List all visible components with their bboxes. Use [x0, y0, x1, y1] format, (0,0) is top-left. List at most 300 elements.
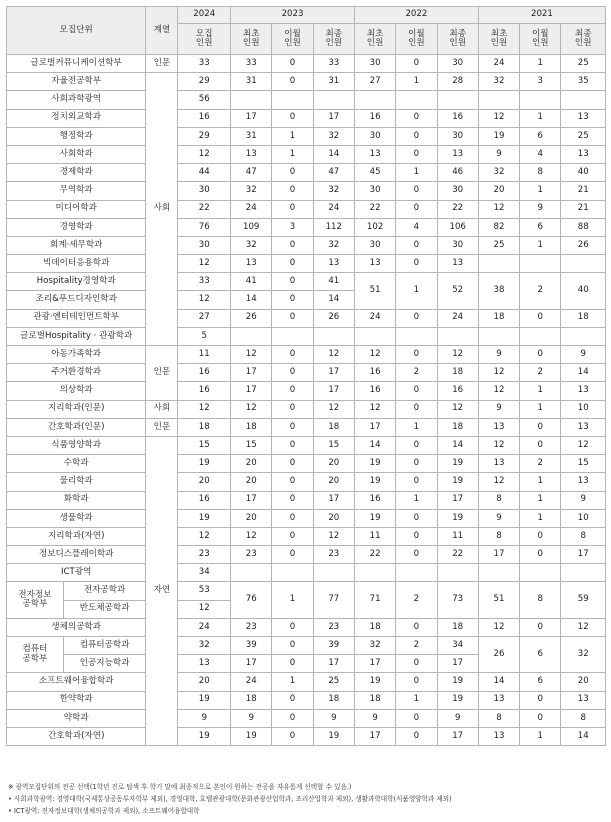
table-row [7, 582, 606, 600]
transfer-2022 [396, 91, 437, 109]
quota-2024: 12 [178, 291, 231, 309]
unit-name: 화학과 [7, 491, 146, 509]
final-2023: 20 [313, 509, 354, 527]
transfer-2021: 1 [520, 382, 561, 400]
final-2023: 47 [313, 164, 354, 182]
initial-2022: 30 [354, 127, 395, 145]
unit-name: 지리학과(자연) [7, 527, 146, 545]
final-2023 [313, 91, 354, 109]
final-2022 [437, 91, 478, 109]
final-2023: 17 [313, 655, 354, 673]
final-2022: 19 [437, 673, 478, 691]
unit-name: 의상학과 [7, 382, 146, 400]
unit-name: 간호학과(자연) [7, 727, 146, 745]
transfer-2022: 0 [396, 255, 437, 273]
initial-2023: 31 [231, 127, 272, 145]
unit-name: 반도체공학과 [63, 600, 146, 618]
transfer-2022: 1 [396, 164, 437, 182]
initial-2022: 102 [354, 218, 395, 236]
quota-2024: 16 [178, 109, 231, 127]
header-final-2022: 최종 인원 [437, 24, 478, 55]
transfer-2021: 0 [520, 546, 561, 564]
transfer-2021: 6 [520, 127, 561, 145]
initial-2021: 12 [478, 200, 519, 218]
transfer-2023: 0 [272, 637, 313, 655]
initial-2023: 26 [231, 309, 272, 327]
unit-name: 지리학과(인문) [7, 400, 146, 418]
transfer-2021: 0 [520, 709, 561, 727]
transfer-2021: 2 [520, 364, 561, 382]
table-row [7, 73, 606, 91]
quota-2024: 24 [178, 618, 231, 636]
table-row [7, 309, 606, 327]
initial-2023: 32 [231, 236, 272, 254]
table-row [7, 346, 606, 364]
final-2023: 12 [313, 400, 354, 418]
initial-2023: 23 [231, 546, 272, 564]
header-transfer-2023: 이월 인원 [272, 24, 313, 55]
final-2021 [561, 255, 606, 273]
transfer-2022: 2 [396, 582, 437, 618]
initial-2021: 12 [478, 109, 519, 127]
header-year-2024: 2024 [178, 7, 231, 24]
quota-2024: 13 [178, 655, 231, 673]
header-initial-2022: 최초 인원 [354, 24, 395, 55]
initial-2021: 12 [478, 473, 519, 491]
final-2023: 26 [313, 309, 354, 327]
initial-2023: 14 [231, 291, 272, 309]
final-2023: 25 [313, 673, 354, 691]
header-track: 계열 [146, 7, 178, 55]
unit-name: 관광·엔터테인먼트학부 [7, 309, 146, 327]
final-2023: 20 [313, 473, 354, 491]
table-row [7, 637, 606, 655]
transfer-2023: 0 [272, 546, 313, 564]
transfer-2022: 1 [396, 73, 437, 91]
table-row [7, 709, 606, 727]
initial-2023: 17 [231, 382, 272, 400]
initial-2021: 9 [478, 509, 519, 527]
table-row [7, 327, 606, 345]
initial-2022: 19 [354, 455, 395, 473]
table-row [7, 527, 606, 545]
unit-name: 식품영양학과 [7, 436, 146, 454]
quota-2024: 19 [178, 509, 231, 527]
unit-name: 컴퓨터공학과 [63, 637, 146, 655]
initial-2023: 12 [231, 400, 272, 418]
table-row [7, 200, 606, 218]
transfer-2023: 0 [272, 491, 313, 509]
initial-2022: 24 [354, 309, 395, 327]
unit-name: 생물학과 [7, 509, 146, 527]
final-2021: 10 [561, 509, 606, 527]
final-2023: 32 [313, 236, 354, 254]
header-final-2021: 최종 인원 [561, 24, 606, 55]
unit-name: 전자공학과 [63, 582, 146, 600]
header-final-2023: 최종 인원 [313, 24, 354, 55]
initial-2023: 20 [231, 509, 272, 527]
quota-2024: 29 [178, 127, 231, 145]
final-2022: 24 [437, 309, 478, 327]
initial-2021: 82 [478, 218, 519, 236]
initial-2021: 13 [478, 691, 519, 709]
footnote-main: ※ 광역모집단위의 전공 선택(1학년 진로 탐색 후 학기 말에 최종적으로 본인이 원하는 전공을 자유롭게 선택할 수 있음.) [8, 783, 352, 791]
final-2022: 13 [437, 255, 478, 273]
final-2022: 22 [437, 546, 478, 564]
transfer-2022: 4 [396, 218, 437, 236]
quota-2024: 12 [178, 527, 231, 545]
final-2021 [561, 564, 606, 582]
quota-2024: 34 [178, 564, 231, 582]
transfer-2021: 0 [520, 309, 561, 327]
transfer-2021: 0 [520, 418, 561, 436]
initial-2023: 18 [231, 418, 272, 436]
transfer-2022: 0 [396, 400, 437, 418]
initial-2022: 22 [354, 546, 395, 564]
transfer-2021: 0 [520, 691, 561, 709]
transfer-2023: 0 [272, 346, 313, 364]
final-2021: 13 [561, 382, 606, 400]
final-2022: 16 [437, 109, 478, 127]
initial-2023: 23 [231, 618, 272, 636]
initial-2022: 16 [354, 364, 395, 382]
initial-2021: 12 [478, 618, 519, 636]
final-2021: 26 [561, 236, 606, 254]
initial-2023: 31 [231, 73, 272, 91]
initial-2021: 8 [478, 491, 519, 509]
quota-2024: 44 [178, 164, 231, 182]
final-2023: 14 [313, 291, 354, 309]
transfer-2021: 0 [520, 346, 561, 364]
transfer-2022: 0 [396, 655, 437, 673]
final-2021: 21 [561, 182, 606, 200]
transfer-2022: 0 [396, 709, 437, 727]
transfer-2023: 0 [272, 655, 313, 673]
quota-2024: 19 [178, 727, 231, 745]
quota-2024: 12 [178, 400, 231, 418]
initial-2022: 11 [354, 527, 395, 545]
header-initial-2021: 최초 인원 [478, 24, 519, 55]
transfer-2021: 2 [520, 273, 561, 309]
track: 인문 [146, 418, 178, 436]
quota-2024: 12 [178, 255, 231, 273]
initial-2021: 51 [478, 582, 519, 618]
transfer-2023: 0 [272, 382, 313, 400]
transfer-2022: 0 [396, 236, 437, 254]
transfer-2023: 0 [272, 73, 313, 91]
unit-name: 글로벌커뮤니케이션학부 [7, 55, 146, 73]
table-row [7, 145, 606, 163]
table-row [7, 491, 606, 509]
initial-2021: 20 [478, 182, 519, 200]
final-2022: 22 [437, 200, 478, 218]
header-transfer-2022: 이월 인원 [396, 24, 437, 55]
footnotes [8, 781, 606, 817]
transfer-2022: 0 [396, 55, 437, 73]
transfer-2022: 0 [396, 109, 437, 127]
quota-2024: 27 [178, 309, 231, 327]
final-2021: 14 [561, 364, 606, 382]
table-row [7, 91, 606, 109]
final-2023: 17 [313, 109, 354, 127]
final-2023: 24 [313, 200, 354, 218]
initial-2022: 9 [354, 709, 395, 727]
unit-name: 경제학과 [7, 164, 146, 182]
table-row [7, 164, 606, 182]
quota-2024: 23 [178, 546, 231, 564]
unit-name: 수학과 [7, 455, 146, 473]
initial-2021: 19 [478, 127, 519, 145]
unit-name: 미디어학과 [7, 200, 146, 218]
unit-name: 생체의공학과 [7, 618, 146, 636]
final-2022: 18 [437, 418, 478, 436]
final-2022: 18 [437, 364, 478, 382]
transfer-2023: 0 [272, 418, 313, 436]
final-2021: 21 [561, 200, 606, 218]
final-2023: 17 [313, 364, 354, 382]
initial-2023: 12 [231, 346, 272, 364]
final-2022: 30 [437, 55, 478, 73]
table-row [7, 182, 606, 200]
final-2022: 17 [437, 491, 478, 509]
initial-2021: 12 [478, 436, 519, 454]
quota-2024: 15 [178, 436, 231, 454]
quota-2024: 5 [178, 327, 231, 345]
transfer-2023 [272, 327, 313, 345]
transfer-2021 [520, 255, 561, 273]
unit-name: 인공지능학과 [63, 655, 146, 673]
transfer-2022: 0 [396, 546, 437, 564]
final-2021: 32 [561, 637, 606, 673]
header-year-2021: 2021 [478, 7, 605, 24]
transfer-2022: 0 [396, 436, 437, 454]
transfer-2021: 8 [520, 582, 561, 618]
initial-2023: 32 [231, 182, 272, 200]
unit-name: 회계·세무학과 [7, 236, 146, 254]
initial-2023 [231, 564, 272, 582]
transfer-2022: 1 [396, 491, 437, 509]
quota-2024: 16 [178, 364, 231, 382]
final-2022: 17 [437, 727, 478, 745]
initial-2021: 26 [478, 637, 519, 673]
transfer-2023: 0 [272, 182, 313, 200]
table-row [7, 109, 606, 127]
transfer-2021: 1 [520, 509, 561, 527]
admission-table-container [6, 6, 606, 746]
table-row [7, 127, 606, 145]
initial-2022: 27 [354, 73, 395, 91]
initial-2023: 76 [231, 582, 272, 618]
initial-2023: 109 [231, 218, 272, 236]
quota-2024: 9 [178, 709, 231, 727]
final-2022: 13 [437, 145, 478, 163]
final-2021: 13 [561, 691, 606, 709]
final-2022: 19 [437, 691, 478, 709]
initial-2021: 18 [478, 309, 519, 327]
initial-2022: 30 [354, 182, 395, 200]
transfer-2021: 1 [520, 727, 561, 745]
footnote-social-science: • 사회과학광역: 경영대학(국제통상공동투자학부 제외), 경영대학, 호텔관광대학(문화관광산업학과, 조리산업학과 제외), 생활과학대학(식품영양학과 제외) [8, 795, 452, 803]
final-2022: 12 [437, 400, 478, 418]
final-2023: 18 [313, 691, 354, 709]
final-2021: 18 [561, 309, 606, 327]
final-2022: 46 [437, 164, 478, 182]
final-2021: 9 [561, 346, 606, 364]
final-2022: 30 [437, 182, 478, 200]
quota-2024: 12 [178, 145, 231, 163]
final-2022: 19 [437, 455, 478, 473]
initial-2023: 15 [231, 436, 272, 454]
table-body [7, 55, 606, 746]
transfer-2021: 1 [520, 182, 561, 200]
quota-2024: 12 [178, 600, 231, 618]
quota-2024: 16 [178, 382, 231, 400]
initial-2023: 18 [231, 691, 272, 709]
unit-name: 정보디스플레이학과 [7, 546, 146, 564]
quota-2024: 16 [178, 491, 231, 509]
quota-2024: 20 [178, 673, 231, 691]
transfer-2023: 3 [272, 218, 313, 236]
final-2021: 20 [561, 673, 606, 691]
final-2022 [437, 327, 478, 345]
final-2021: 25 [561, 55, 606, 73]
unit-name: 정치외교학과 [7, 109, 146, 127]
initial-2023 [231, 327, 272, 345]
transfer-2023: 0 [272, 400, 313, 418]
initial-2021: 13 [478, 727, 519, 745]
final-2021: 88 [561, 218, 606, 236]
final-2021: 40 [561, 164, 606, 182]
final-2021: 15 [561, 455, 606, 473]
table-row [7, 364, 606, 382]
unit-name: 물리학과 [7, 473, 146, 491]
final-2021: 17 [561, 546, 606, 564]
initial-2022 [354, 564, 395, 582]
final-2021: 12 [561, 436, 606, 454]
quota-2024: 29 [178, 73, 231, 91]
transfer-2022: 0 [396, 346, 437, 364]
table-row [7, 727, 606, 745]
final-2022: 30 [437, 236, 478, 254]
final-2023: 77 [313, 582, 354, 618]
transfer-2022: 1 [396, 691, 437, 709]
final-2022: 18 [437, 618, 478, 636]
initial-2023: 13 [231, 255, 272, 273]
initial-2021: 38 [478, 273, 519, 309]
final-2021 [561, 327, 606, 345]
quota-2024: 20 [178, 473, 231, 491]
track: 자연 [146, 436, 178, 745]
transfer-2022: 0 [396, 473, 437, 491]
final-2021: 13 [561, 109, 606, 127]
transfer-2022: 0 [396, 618, 437, 636]
final-2023 [313, 327, 354, 345]
final-2023: 20 [313, 455, 354, 473]
transfer-2022: 0 [396, 673, 437, 691]
transfer-2021: 1 [520, 55, 561, 73]
unit-name: 아동가족학과 [7, 346, 146, 364]
transfer-2021: 8 [520, 164, 561, 182]
transfer-2021: 9 [520, 200, 561, 218]
transfer-2023: 0 [272, 473, 313, 491]
transfer-2021: 3 [520, 73, 561, 91]
initial-2022: 51 [354, 273, 395, 309]
transfer-2023: 0 [272, 309, 313, 327]
final-2023: 17 [313, 382, 354, 400]
initial-2023: 12 [231, 527, 272, 545]
final-2022: 19 [437, 473, 478, 491]
transfer-2022: 0 [396, 309, 437, 327]
unit-name: 약학과 [7, 709, 146, 727]
final-2023: 32 [313, 182, 354, 200]
initial-2022: 17 [354, 418, 395, 436]
initial-2023: 19 [231, 727, 272, 745]
initial-2021: 12 [478, 382, 519, 400]
table-row [7, 255, 606, 273]
transfer-2023: 1 [272, 582, 313, 618]
transfer-2021: 1 [520, 236, 561, 254]
transfer-2022 [396, 327, 437, 345]
admission-quota-table [6, 6, 606, 746]
initial-2022: 19 [354, 509, 395, 527]
initial-2021 [478, 327, 519, 345]
initial-2023: 13 [231, 145, 272, 163]
initial-2022 [354, 327, 395, 345]
final-2021: 35 [561, 73, 606, 91]
initial-2023: 17 [231, 109, 272, 127]
initial-2021: 13 [478, 455, 519, 473]
transfer-2023: 0 [272, 236, 313, 254]
transfer-2022: 0 [396, 727, 437, 745]
initial-2021: 13 [478, 418, 519, 436]
transfer-2021: 0 [520, 527, 561, 545]
transfer-2021: 1 [520, 473, 561, 491]
table-row [7, 55, 606, 73]
table-row [7, 546, 606, 564]
transfer-2022: 0 [396, 382, 437, 400]
transfer-2023: 0 [272, 691, 313, 709]
initial-2022: 30 [354, 55, 395, 73]
final-2022: 34 [437, 637, 478, 655]
initial-2022: 13 [354, 145, 395, 163]
quota-2024: 33 [178, 55, 231, 73]
final-2023: 31 [313, 73, 354, 91]
final-2021: 12 [561, 618, 606, 636]
initial-2021: 32 [478, 164, 519, 182]
final-2022: 16 [437, 382, 478, 400]
initial-2023: 33 [231, 55, 272, 73]
final-2021: 13 [561, 473, 606, 491]
initial-2023: 17 [231, 364, 272, 382]
initial-2021: 24 [478, 55, 519, 73]
initial-2023: 20 [231, 455, 272, 473]
quota-2024: 22 [178, 200, 231, 218]
final-2023: 33 [313, 55, 354, 73]
final-2022: 19 [437, 509, 478, 527]
quota-2024: 53 [178, 582, 231, 600]
transfer-2022: 0 [396, 455, 437, 473]
transfer-2021: 4 [520, 145, 561, 163]
final-2023: 15 [313, 436, 354, 454]
transfer-2021: 0 [520, 436, 561, 454]
transfer-2021: 1 [520, 491, 561, 509]
transfer-2021: 1 [520, 109, 561, 127]
transfer-2022: 0 [396, 127, 437, 145]
final-2023: 23 [313, 546, 354, 564]
quota-2024: 18 [178, 418, 231, 436]
transfer-2023: 0 [272, 455, 313, 473]
initial-2022: 17 [354, 655, 395, 673]
